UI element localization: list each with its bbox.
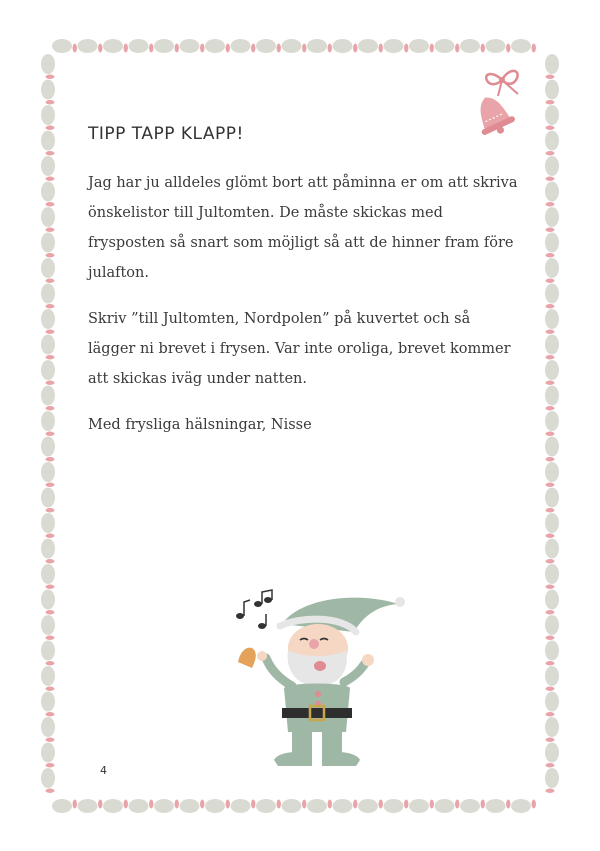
border-dot <box>175 800 179 809</box>
border-dot <box>46 75 55 79</box>
border-scallop <box>545 717 559 737</box>
page-number: 4 <box>100 764 107 777</box>
border-dot <box>98 800 102 809</box>
border-scallop <box>41 437 55 457</box>
border-dot <box>46 712 55 716</box>
border-dot <box>546 534 555 538</box>
border-scallop <box>460 39 480 53</box>
border-scallop <box>545 258 559 278</box>
border-dot <box>46 789 55 793</box>
border-scallop <box>545 641 559 661</box>
border-dot <box>546 151 555 155</box>
border-scallop <box>41 156 55 176</box>
border-dot <box>46 432 55 436</box>
border-dot <box>546 177 555 181</box>
border-scallop <box>545 233 559 253</box>
border-scallop <box>384 39 404 53</box>
border-scallop <box>545 360 559 380</box>
border-scallop <box>409 39 429 53</box>
border-scallop <box>41 411 55 431</box>
border-scallop <box>486 799 506 813</box>
border-scallop <box>511 799 531 813</box>
border-dot <box>546 406 555 410</box>
singing-elf-icon <box>222 582 412 772</box>
border-dot <box>46 610 55 614</box>
border-scallop <box>545 207 559 227</box>
border-scallop <box>52 39 72 53</box>
border-scallop <box>511 39 531 53</box>
border-dot <box>546 687 555 691</box>
border-dot <box>251 800 255 809</box>
border-dot <box>277 800 281 809</box>
border-scallop <box>103 799 123 813</box>
border-dot <box>46 738 55 742</box>
border-scallop <box>231 39 251 53</box>
border-dot <box>46 457 55 461</box>
border-dot <box>98 44 102 53</box>
border-scallop <box>545 411 559 431</box>
border-dot <box>46 559 55 563</box>
border-scallop <box>103 39 123 53</box>
border-scallop <box>41 335 55 355</box>
border-scallop <box>333 799 353 813</box>
border-scallop <box>41 590 55 610</box>
border-scallop <box>545 284 559 304</box>
border-scallop <box>129 39 149 53</box>
border-dot <box>506 800 510 809</box>
border-dot <box>546 712 555 716</box>
border-scallop <box>78 39 98 53</box>
border-dot <box>46 763 55 767</box>
border-scallop <box>384 799 404 813</box>
letter-title: TIPP TAPP KLAPP! <box>88 124 244 144</box>
border-scallop <box>435 799 455 813</box>
border-dot <box>46 100 55 104</box>
border-dot <box>430 800 434 809</box>
border-dot <box>546 789 555 793</box>
border-dot <box>46 508 55 512</box>
border-dot <box>546 508 555 512</box>
border-scallop <box>231 799 251 813</box>
border-scallop <box>545 80 559 100</box>
border-scallop <box>41 54 55 74</box>
border-scallop <box>41 462 55 482</box>
border-dot <box>46 636 55 640</box>
border-scallop <box>52 799 72 813</box>
border-scallop <box>256 39 276 53</box>
border-scallop <box>41 692 55 712</box>
border-scallop <box>545 692 559 712</box>
border-scallop <box>41 284 55 304</box>
border-scallop <box>41 105 55 125</box>
border-dot <box>251 44 255 53</box>
border-dot <box>46 279 55 283</box>
border-scallop <box>41 360 55 380</box>
border-scallop <box>205 799 225 813</box>
border-dot <box>175 44 179 53</box>
border-dot <box>46 177 55 181</box>
border-scallop <box>307 39 327 53</box>
border-scallop <box>41 309 55 329</box>
border-dot <box>302 44 306 53</box>
border-dot <box>46 304 55 308</box>
border-scallop <box>41 258 55 278</box>
border-dot <box>124 44 128 53</box>
border-dot <box>200 800 204 809</box>
border-dot <box>46 355 55 359</box>
border-scallop <box>545 488 559 508</box>
border-dot <box>546 763 555 767</box>
border-dot <box>200 44 204 53</box>
border-scallop <box>41 233 55 253</box>
border-dot <box>46 661 55 665</box>
border-dot <box>46 330 55 334</box>
border-scallop <box>545 768 559 788</box>
border-scallop <box>41 207 55 227</box>
border-scallop <box>41 131 55 151</box>
border-scallop <box>545 539 559 559</box>
border-scallop <box>78 799 98 813</box>
border-dot <box>302 800 306 809</box>
border-dot <box>149 800 153 809</box>
border-scallop <box>41 182 55 202</box>
border-dot <box>430 44 434 53</box>
border-dot <box>46 687 55 691</box>
border-scallop <box>545 666 559 686</box>
border-dot <box>277 44 281 53</box>
border-scallop <box>545 462 559 482</box>
border-dot <box>73 800 77 809</box>
border-scallop <box>545 437 559 457</box>
letter-paragraph-2: Skriv ”till Jultomten, Nordpolen” på kuvertet och så lägger ni brevet i frysen. Var inte oroliga, brevet kommer att skickas iväg under natten. <box>88 311 511 387</box>
border-scallop <box>154 39 174 53</box>
border-scallop <box>282 39 302 53</box>
border-scallop <box>545 590 559 610</box>
border-dot <box>546 304 555 308</box>
border-dot <box>328 44 332 53</box>
border-dot <box>546 432 555 436</box>
border-dot <box>226 800 230 809</box>
border-dot <box>546 355 555 359</box>
border-scallop <box>545 564 559 584</box>
border-scallop <box>41 615 55 635</box>
border-dot <box>46 202 55 206</box>
border-dot <box>46 406 55 410</box>
border-scallop <box>41 666 55 686</box>
letter-paragraph-1: Jag har ju alldeles glömt bort att påminna er om att skriva önskelistor till Jultomten. De måste skickas med frysposten så snart som möjligt så att de hinner fram före julafton. <box>88 175 518 281</box>
border-dot <box>455 800 459 809</box>
border-dot <box>149 44 153 53</box>
border-scallop <box>545 105 559 125</box>
border-scallop <box>545 335 559 355</box>
border-dot <box>546 253 555 257</box>
border-scallop <box>41 513 55 533</box>
border-dot <box>532 800 536 809</box>
border-dot <box>546 483 555 487</box>
border-scallop <box>154 799 174 813</box>
border-dot <box>379 800 383 809</box>
border-dot <box>455 44 459 53</box>
border-dot <box>46 151 55 155</box>
border-scallop <box>545 182 559 202</box>
border-scallop <box>545 131 559 151</box>
letter-signoff: Med frysliga hälsningar, Nisse <box>88 417 312 433</box>
border-dot <box>546 636 555 640</box>
border-dot <box>46 585 55 589</box>
border-dot <box>546 100 555 104</box>
border-scallop <box>545 743 559 763</box>
border-scallop <box>435 39 455 53</box>
border-scallop <box>307 799 327 813</box>
border-scallop <box>129 799 149 813</box>
border-scallop <box>358 799 378 813</box>
border-scallop <box>545 513 559 533</box>
border-dot <box>546 610 555 614</box>
border-scallop <box>545 615 559 635</box>
border-dot <box>532 44 536 53</box>
border-dot <box>546 585 555 589</box>
border-dot <box>546 202 555 206</box>
letter-body <box>88 124 518 440</box>
border-dot <box>46 126 55 130</box>
border-dot <box>481 800 485 809</box>
border-dot <box>46 381 55 385</box>
border-scallop <box>545 309 559 329</box>
border-scallop <box>41 539 55 559</box>
border-scallop <box>41 386 55 406</box>
border-dot <box>481 44 485 53</box>
border-dot <box>546 228 555 232</box>
border-dot <box>226 44 230 53</box>
border-scallop <box>41 717 55 737</box>
border-dot <box>546 126 555 130</box>
border-scallop <box>545 386 559 406</box>
border-dot <box>546 75 555 79</box>
border-dot <box>546 661 555 665</box>
border-dot <box>353 44 357 53</box>
border-dot <box>404 800 408 809</box>
border-dot <box>124 800 128 809</box>
border-scallop <box>358 39 378 53</box>
border-dot <box>46 534 55 538</box>
border-scallop <box>180 39 200 53</box>
border-dot <box>506 44 510 53</box>
border-dot <box>546 381 555 385</box>
border-scallop <box>256 799 276 813</box>
border-scallop <box>333 39 353 53</box>
border-dot <box>546 279 555 283</box>
border-dot <box>404 44 408 53</box>
border-dot <box>353 800 357 809</box>
border-scallop <box>205 39 225 53</box>
border-dot <box>46 483 55 487</box>
border-dot <box>379 44 383 53</box>
border-scallop <box>41 80 55 100</box>
border-scallop <box>41 768 55 788</box>
border-dot <box>546 559 555 563</box>
border-scallop <box>41 743 55 763</box>
border-scallop <box>545 156 559 176</box>
border-dot <box>46 253 55 257</box>
border-scallop <box>409 799 429 813</box>
border-dot <box>73 44 77 53</box>
border-scallop <box>41 641 55 661</box>
border-dot <box>328 800 332 809</box>
border-dot <box>546 330 555 334</box>
border-scallop <box>545 54 559 74</box>
border-scallop <box>41 488 55 508</box>
border-scallop <box>41 564 55 584</box>
border-dot <box>46 228 55 232</box>
border-scallop <box>180 799 200 813</box>
border-scallop <box>282 799 302 813</box>
border-scallop <box>460 799 480 813</box>
border-dot <box>546 738 555 742</box>
border-dot <box>546 457 555 461</box>
border-scallop <box>486 39 506 53</box>
